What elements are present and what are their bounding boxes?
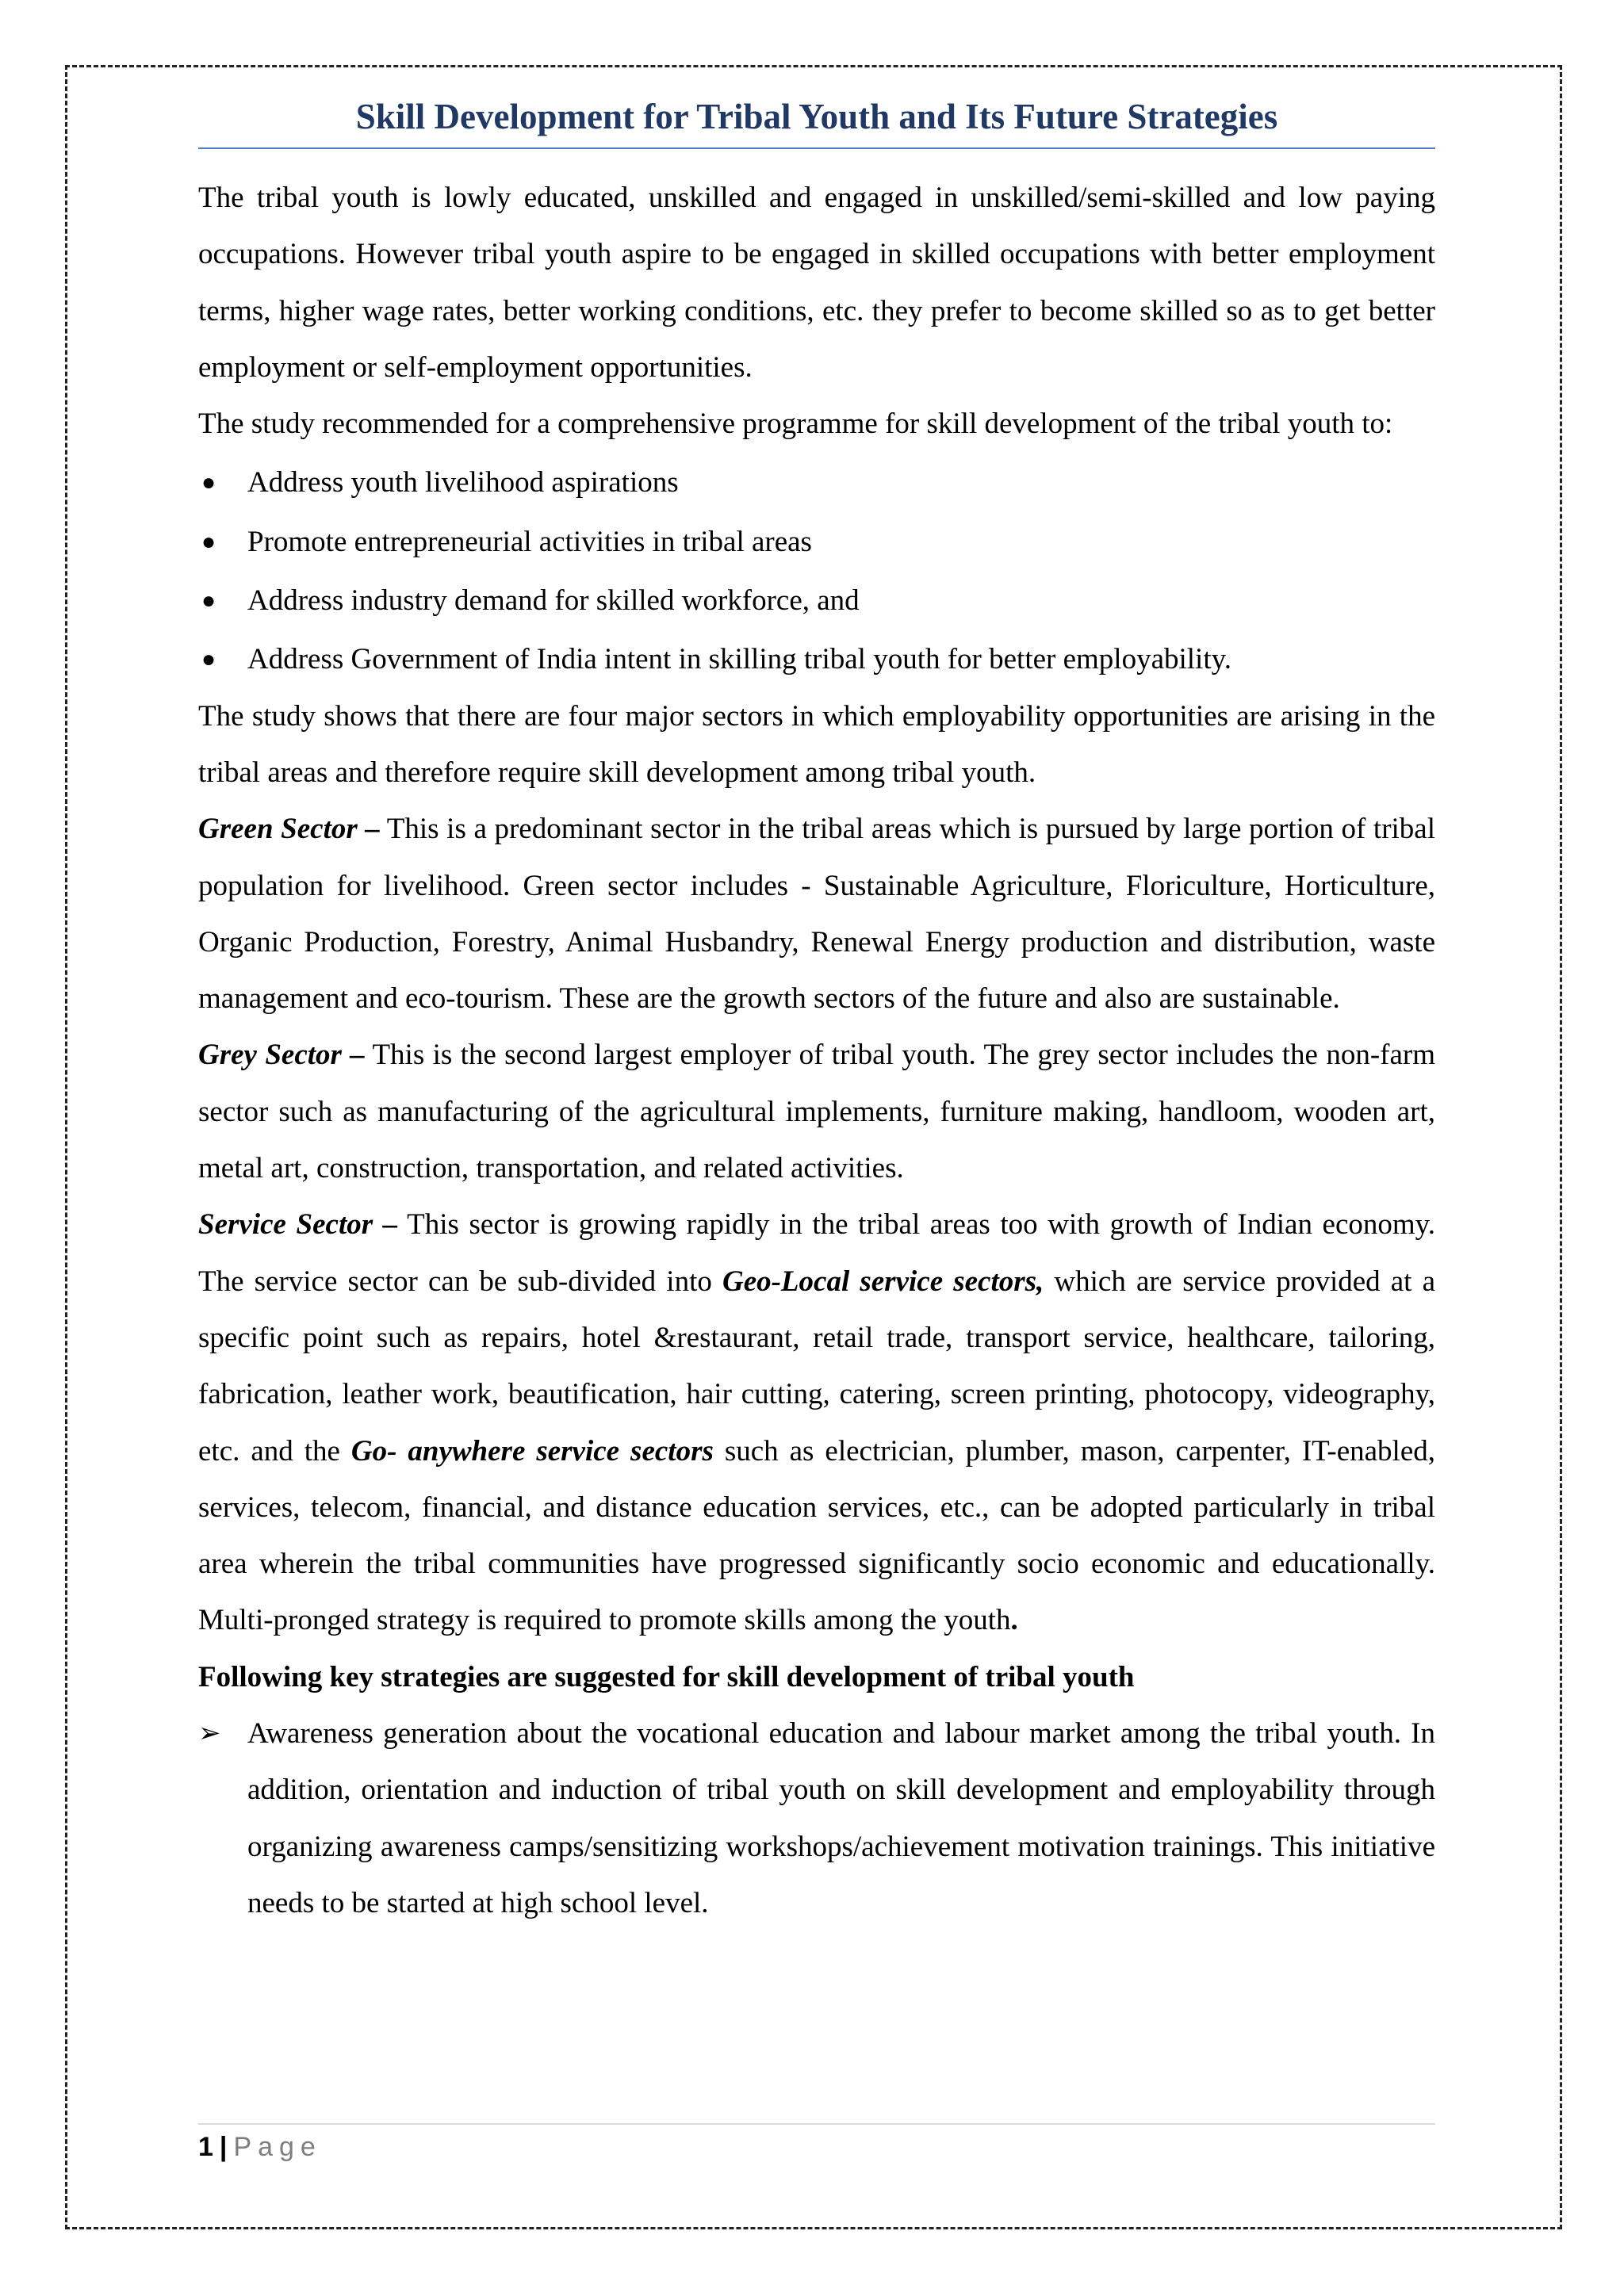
bullet-icon: ●	[201, 587, 216, 614]
go-anywhere-term: Go- anywhere service sectors	[350, 1434, 714, 1468]
grey-sector-paragraph	[198, 1027, 1435, 1196]
green-sector-text: This is a predominant sector in the tribal areas which is pursued by large portion of tribal population for livelihood. Green sector includes - Sustainable Agriculture, Floriculture, Horticulture, Organic Production, Forestry, Animal Husbandry, Renewal Energy production and distribution, waste management and eco-tourism. These are the growth sectors of the future and also are sustainable.	[198, 813, 1435, 1016]
list-item: ➢ Awareness generation about the vocational education and labour market among the tribal youth. In addition, orientation and induction of tribal youth on skill development and employability through organizing awareness camps/sensitizing workshops/achievement motivation trainings. This initiative needs to be started at high school level.	[198, 1705, 1435, 1931]
page-label: Page	[233, 2132, 322, 2162]
document-title: Skill Development for Tribal Youth and Its Future Strategies	[198, 95, 1435, 149]
list-item: ● Address industry demand for skilled workforce, and	[198, 572, 1435, 629]
geo-local-term: Geo-Local service sectors,	[722, 1265, 1044, 1298]
bullet-icon: ●	[201, 469, 216, 496]
sectors-intro-paragraph: The study shows that there are four major sectors in which employability opportunities are arising in the tribal areas and therefore require skill development among tribal youth.	[198, 699, 1435, 789]
arrow-bullet-icon: ➢	[198, 1717, 221, 1750]
list-item: ● Address Government of India intent in skilling tribal youth for better employability.	[198, 631, 1435, 687]
recommendation-paragraph: The study recommended for a comprehensive programme for skill development of the tribal youth to:	[198, 408, 1393, 441]
grey-sector-label: Grey Sector –	[198, 1039, 365, 1072]
list-item: ● Address youth livelihood aspirations	[198, 454, 1435, 511]
strategies-heading: Following key strategies are suggested for skill development of tribal youth	[198, 1660, 1135, 1693]
strategies-list	[198, 1705, 1435, 1931]
service-sector-label: Service Sector –	[198, 1208, 398, 1242]
service-sector-paragraph: Service Sector – This sector is growing rapidly in the tribal areas too with growth of Indian economy. The service sector can be sub-divided into Geo-Local service sectors, which are service provided at a specific point such as repairs, hotel &restaurant, retail trade, transport service, healthcare, tailoring, fabrication, leather work, beautification, hair cutting, catering, screen printing, photocopy, videography, etc. and the Go- anywhere service sectors such as electrician, plumber, mason, carpenter, IT-enabled, services, telecom, financial, and distance education services, etc., can be adopted particularly in tribal area wherein the tribal communities have progressed significantly socio economic and educationally. Multi-pronged strategy is required to promote skills among the youth.	[198, 1208, 1435, 1637]
document-body	[198, 170, 1435, 1931]
footer-separator: |	[219, 2132, 228, 2162]
green-sector-label: Green Sector –	[198, 813, 380, 846]
bullet-icon: ●	[201, 528, 216, 555]
intro-paragraph: The tribal youth is lowly educated, unskilled and engaged in unskilled/semi-skilled and low paying occupations. However tribal youth aspire to be engaged in skilled occupations with better employment terms, higher wage rates, better working conditions, etc. they prefer to become skilled so as to get better employment or self-employment opportunities.	[198, 182, 1435, 384]
grey-sector-text: This is the second largest employer of tribal youth. The grey sector includes the non-farm sector such as manufacturing of the agricultural implements, furniture making, handloom, wooden art, metal art, construction, transportation, and related activities.	[198, 1039, 1435, 1185]
page-footer	[198, 2123, 1435, 2164]
page-number: 1	[198, 2132, 213, 2162]
document-content	[198, 95, 1435, 1931]
recommendation-list	[198, 454, 1435, 687]
list-item: ● Promote entrepreneurial activities in tribal areas	[198, 514, 1435, 570]
bullet-icon: ●	[201, 646, 216, 673]
green-sector-paragraph	[198, 801, 1435, 1027]
